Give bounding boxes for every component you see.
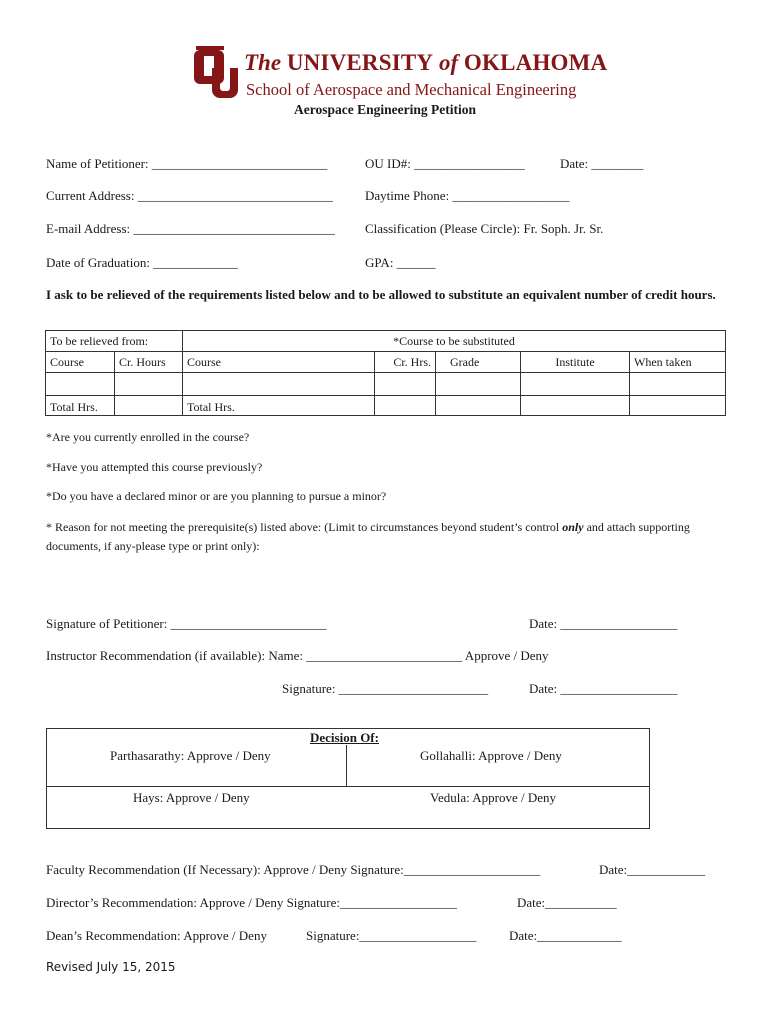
reason-prefix: * Reason for not meeting the prerequisite(s) listed above: (Limit to circumstances beyond student’s control xyxy=(46,520,563,534)
classification-field[interactable]: Classification (Please Circle): Fr. Soph. Jr. Sr. xyxy=(365,221,604,236)
director-recommendation-field[interactable]: Director’s Recommendation: Approve / Deny Signature:__________________ xyxy=(46,895,457,910)
university-the: The xyxy=(244,50,282,75)
revised-date: Revised July 15, 2015 xyxy=(46,960,176,974)
decision-vedula[interactable]: Vedula: Approve / Deny xyxy=(430,790,557,805)
total-hrs-right-value[interactable] xyxy=(375,396,436,416)
entry-cell[interactable] xyxy=(375,373,436,396)
total-hrs-left: Total Hrs. xyxy=(46,396,115,416)
ou-logo-icon xyxy=(194,44,240,102)
instructor-recommendation-field[interactable]: Instructor Recommendation (if available): Name: ________________________ Approve / Deny xyxy=(46,648,549,663)
gpa-field[interactable]: GPA: ______ xyxy=(365,255,436,270)
col-grade: Grade xyxy=(436,352,521,373)
reason-prompt xyxy=(46,518,736,556)
instructor-date-field[interactable]: Date: __________________ xyxy=(529,681,678,696)
university-word: UNIVERSITY xyxy=(286,50,434,75)
entry-cell[interactable] xyxy=(115,373,183,396)
faculty-date-field[interactable]: Date:____________ xyxy=(599,862,706,877)
university-name xyxy=(244,50,607,76)
decision-gollahalli[interactable]: Gollahalli: Approve / Deny xyxy=(420,748,562,763)
name-of-petitioner-field[interactable]: Name of Petitioner: ___________________________ xyxy=(46,156,328,171)
question-attempted: *Have you attempted this course previously? xyxy=(46,460,263,474)
substituted-header: *Course to be substituted xyxy=(183,331,726,352)
course-substitution-table xyxy=(45,330,726,416)
faculty-recommendation-field[interactable]: Faculty Recommendation (If Necessary): Approve / Deny Signature:_____________________ xyxy=(46,862,541,877)
entry-cell[interactable] xyxy=(630,396,726,416)
ou-id-field[interactable]: OU ID#: _________________ xyxy=(365,156,525,171)
col-cr-hours: Cr. Hours xyxy=(115,352,183,373)
decision-hays[interactable]: Hays: Approve / Deny xyxy=(133,790,250,805)
total-hrs-left-value[interactable] xyxy=(115,396,183,416)
date-of-graduation-field[interactable]: Date of Graduation: _____________ xyxy=(46,255,238,270)
date-field[interactable]: Date: ________ xyxy=(560,156,644,171)
decision-divider-horizontal xyxy=(46,786,649,787)
col-cr-hrs: Cr. Hrs. xyxy=(375,352,436,373)
question-enrolled: *Are you currently enrolled in the course? xyxy=(46,430,250,444)
form-title: Aerospace Engineering Petition xyxy=(294,102,476,117)
reason-suffix: and attach supporting documents, if any-please type or print only): xyxy=(46,520,690,553)
entry-cell[interactable] xyxy=(436,396,521,416)
col-when-taken: When taken xyxy=(630,352,726,373)
school-name: School of Aerospace and Mechanical Engineering xyxy=(246,80,577,99)
col-institute: Institute xyxy=(521,352,630,373)
entry-cell[interactable] xyxy=(521,396,630,416)
entry-cell[interactable] xyxy=(46,373,115,396)
total-hrs-right: Total Hrs. xyxy=(183,396,375,416)
email-address-field[interactable]: E-mail Address: _______________________________ xyxy=(46,221,335,236)
entry-cell[interactable] xyxy=(630,373,726,396)
col-course-substituted: Course xyxy=(183,352,375,373)
relieved-header: To be relieved from: xyxy=(46,331,183,352)
director-date-field[interactable]: Date:___________ xyxy=(517,895,617,910)
entry-cell[interactable] xyxy=(521,373,630,396)
university-of: of xyxy=(439,50,459,75)
dean-recommendation-field[interactable]: Dean’s Recommendation: Approve / Deny xyxy=(46,928,267,943)
decision-parthasarathy[interactable]: Parthasarathy: Approve / Deny xyxy=(110,748,271,763)
daytime-phone-field[interactable]: Daytime Phone: __________________ xyxy=(365,188,570,203)
request-statement: I ask to be relieved of the requirements listed below and to be allowed to substitute an equivalent number of credit hours. xyxy=(46,287,716,302)
petitioner-date-field[interactable]: Date: __________________ xyxy=(529,616,678,631)
entry-cell[interactable] xyxy=(436,373,521,396)
university-oklahoma: OKLAHOMA xyxy=(463,50,608,75)
instructor-signature-field[interactable]: Signature: _______________________ xyxy=(282,681,489,696)
petitioner-signature-field[interactable]: Signature of Petitioner: ________________________ xyxy=(46,616,327,631)
col-course-relieved: Course xyxy=(46,352,115,373)
question-minor: *Do you have a declared minor or are you planning to pursue a minor? xyxy=(46,489,387,503)
current-address-field[interactable]: Current Address: ______________________________ xyxy=(46,188,333,203)
decision-title: Decision Of: xyxy=(310,730,379,745)
decision-divider-vertical xyxy=(346,745,347,787)
reason-only: only xyxy=(562,520,584,534)
entry-cell[interactable] xyxy=(183,373,375,396)
dean-date-field[interactable]: Date:_____________ xyxy=(509,928,622,943)
dean-signature-field[interactable]: Signature:__________________ xyxy=(306,928,477,943)
